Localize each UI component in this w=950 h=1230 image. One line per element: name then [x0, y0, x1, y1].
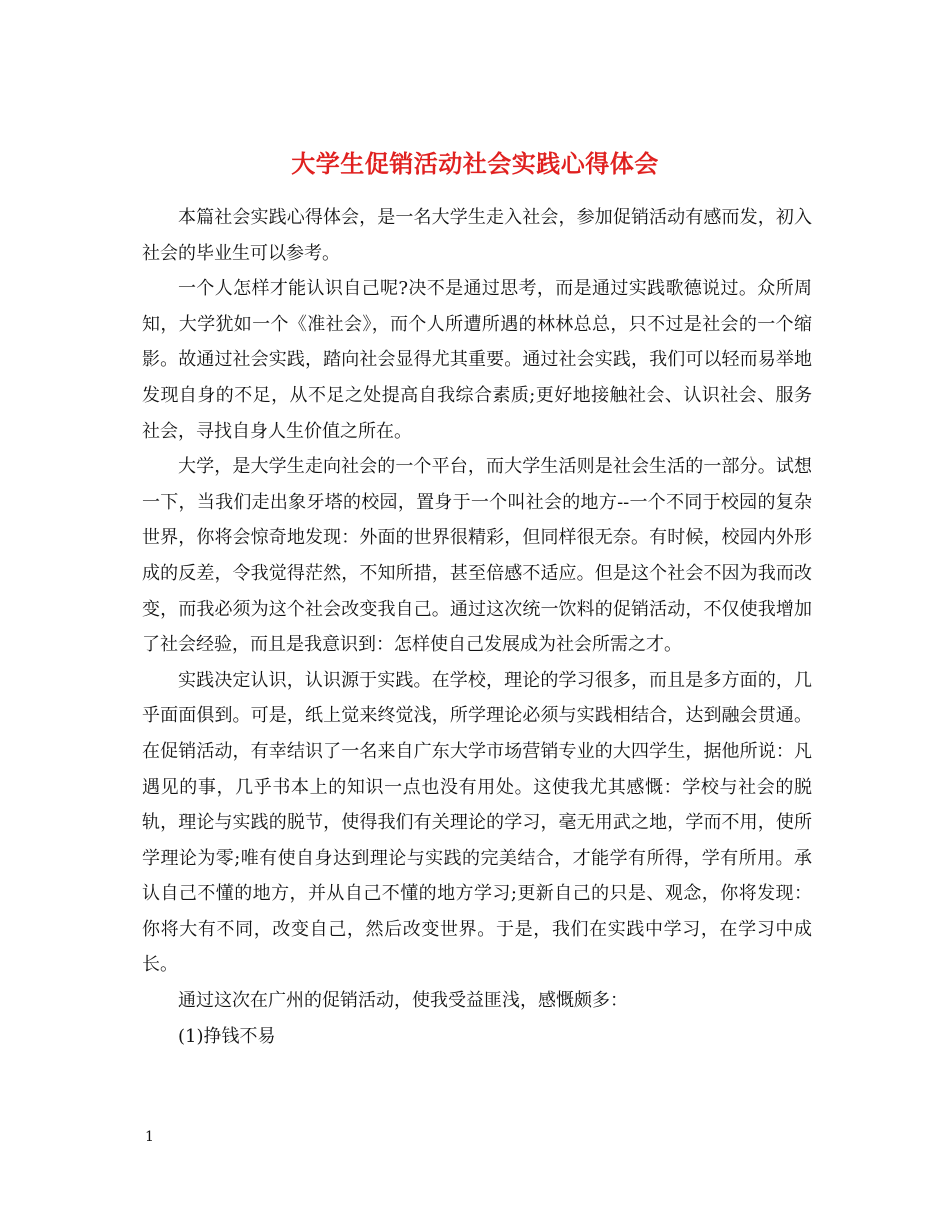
paragraph-list-item-1: (1)挣钱不易 — [178, 1025, 276, 1047]
paragraph-university-society: 大学，是大学生走向社会的一个平台，而大学生活则是社会生活的一部分。试想一下，当我们走出象牙塔的校园，置身于一个叫社会的地方--一个不同于校园的复杂世界，你将会惊奇地发现：外面的世界很精彩，但同样很无奈。有时候，校园内外形成的反差，令我觉得茫然，不知所措，甚至倍感不适应。但是这个社会不因为我而改变，而我必须为这个社会改变我自己。通过这次统一饮料的促销活动，不仅使我增加了社会经验，而且是我意识到：怎样使自己发展成为社会所需之才。 — [142, 456, 812, 656]
page-number: 1 — [145, 1129, 154, 1145]
document-body — [142, 200, 812, 1054]
paragraph-intro: 本篇社会实践心得体会，是一名大学生走入社会，参加促销活动有感而发，初入社会的毕业生可以参考。 — [142, 207, 812, 264]
paragraph-practice-theory: 实践决定认识，认识源于实践。在学校，理论的学习很多，而且是多方面的，几乎面面俱到。可是，纸上觉来终觉浅，所学理论必须与实践相结合，达到融会贯通。在促销活动，有幸结识了一名来自广东大学市场营销专业的大四学生，据他所说：凡遇见的事，几乎书本上的知识一点也没有用处。这使我尤其感慨：学校与社会的脱轨，理论与实践的脱节，使得我们有关理论的学习，毫无用武之地，学而不用，使所学理论为零;唯有使自身达到理论与实践的完美结合，才能学有所得，学有所用。承认自己不懂的地方，并从自己不懂的地方学习;更新自己的只是、观念，你将发现：你将大有不同，改变自己，然后改变世界。于是，我们在实践中学习，在学习中成长。 — [142, 669, 812, 976]
document-title: 大学生促销活动社会实践心得体会 — [291, 149, 659, 179]
paragraph-guangzhou-summary: 通过这次在广州的促销活动，使我受益匪浅，感慨颇多： — [178, 990, 628, 1012]
paragraph-self-knowledge: 一个人怎样才能认识自己呢?决不是通过思考，而是通过实践歌德说过。众所周知，大学犹如一个《准社会》，而个人所遭所遇的林林总总，只不过是社会的一个缩影。故通过社会实践，踏向社会显得尤其重要。通过社会实践，我们可以轻而易举地发现自身的不足，从不足之处提高自我综合素质;更好地接触社会、认识社会、服务社会，寻找自身人生价值之所在。 — [142, 278, 812, 442]
